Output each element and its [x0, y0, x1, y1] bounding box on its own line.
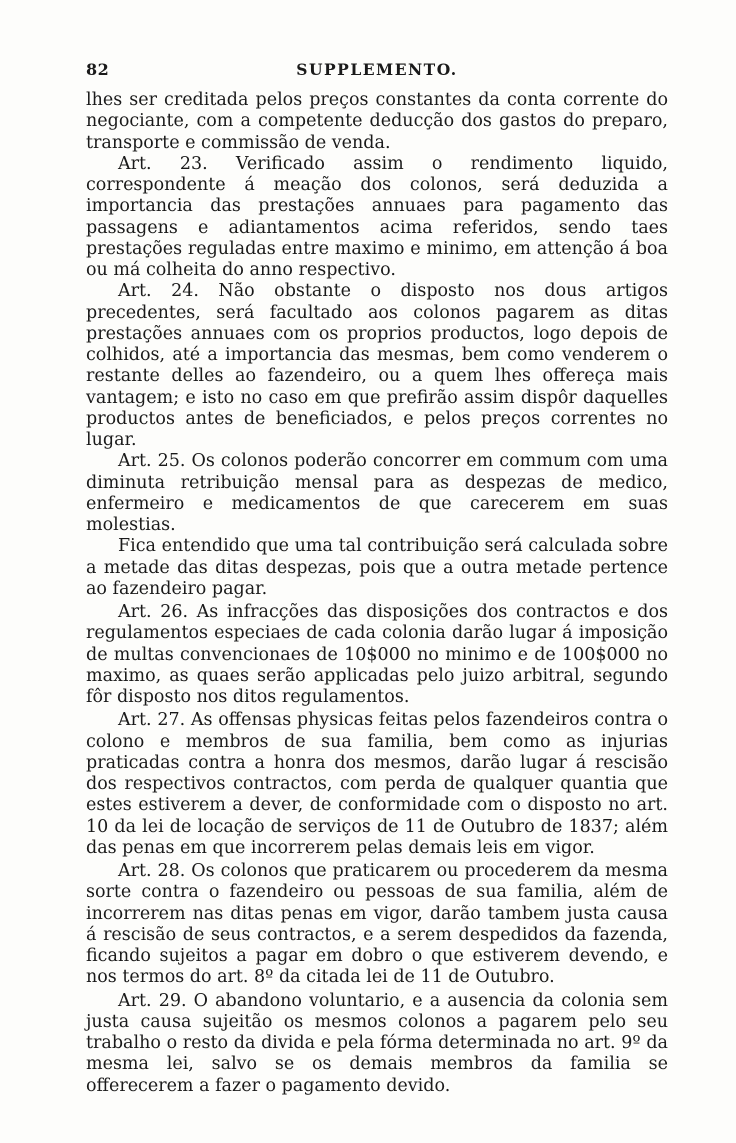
paragraph-art-23: Art. 23. Verificado assim o rendimento liquido, correspondente á meação dos colonos, será deduzida a importancia das prestações annuaes para pagamento das passagens e adiantamentos acima referidos, sendo taes prestações reguladas entre maximo e minimo, em attenção á boa ou má colheita do anno respectivo. — [86, 153, 668, 280]
paragraph-art-26: Art. 26. As infracções das disposições dos contractos e dos regulamentos especiaes de cada colonia darão lugar á imposição de multas convencionaes de 10$000 no minimo e de 100$000 no maximo, as quaes serão applicadas pelo juizo arbitral, segundo fôr disposto nos ditos regulamentos. — [86, 602, 668, 707]
paragraph-art-25-note: Fica entendido que uma tal contribuição será calculada sobre a metade das ditas despezas, pois que a outra metade pertence ao fazendeiro pagar. — [86, 536, 668, 599]
paragraph-art-28: Art. 28. Os colonos que praticarem ou procederem da mesma sorte contra o fazendeiro ou pessoas de sua familia, além de incorrerem nas ditas penas em vigor, darão tambem justa causa á rescisão de seus contractos, e a serem despedidos da fazenda, ficando sujeitos a pagar em dobro o que estiverem devendo, e nos termos do art. 8º da citada lei de 11 de Outubro. — [86, 861, 668, 988]
paragraph-art-27: Art. 27. As offensas physicas feitas pelos fazendeiros contra o colono e membros de sua familia, bem como as injurias praticadas contra a honra dos mesmos, darão lugar á rescisão dos respectivos contractos, com perda de qualquer quantia que estes estiverem a dever, de conformidade com o disposto no art. 10 da lei de locação de serviços de 11 de Outubro de 1837; além das penas em que incorrerem pelas demais leis em vigor. — [86, 710, 668, 858]
paragraph-continuation: lhes ser creditada pelos preços constantes da conta corrente do negociante, com a competente deducção dos gastos do preparo, transporte e commissão de venda. — [86, 90, 668, 153]
paragraph-art-24: Art. 24. Não obstante o disposto nos dous artigos precedentes, será facultado aos colonos pagarem as ditas prestações annuaes com os proprios productos, logo depois de colhidos, até a importancia das mesmas, bem como venderem o restante delles ao fazendeiro, ou a quem lhes offereça mais vantagem; e isto no caso em que prefirão assim dispôr daquelles productos antes de beneficiados, e pelos preços correntes no lugar. — [86, 281, 668, 450]
page-header — [86, 60, 668, 84]
paragraph-art-29: Art. 29. O abandono voluntario, e a ausencia da colonia sem justa causa sujeitão os mesmos colonos a pagarem pelo seu trabalho o resto da divida e pela fórma determinada no art. 9º da mesma lei, salvo se os demais membros da familia se offerecerem a fazer o pagamento devido. — [86, 990, 668, 1096]
paragraph-art-25: Art. 25. Os colonos poderão concorrer em commum com uma diminuta retribuição mensal para as despezas de medico, enfermeiro e medicamentos de que carecerem em suas molestias. — [86, 451, 668, 535]
body-text — [86, 90, 668, 1097]
running-head: SUPPLEMENTO. — [296, 60, 458, 79]
page-number: 82 — [86, 60, 110, 79]
